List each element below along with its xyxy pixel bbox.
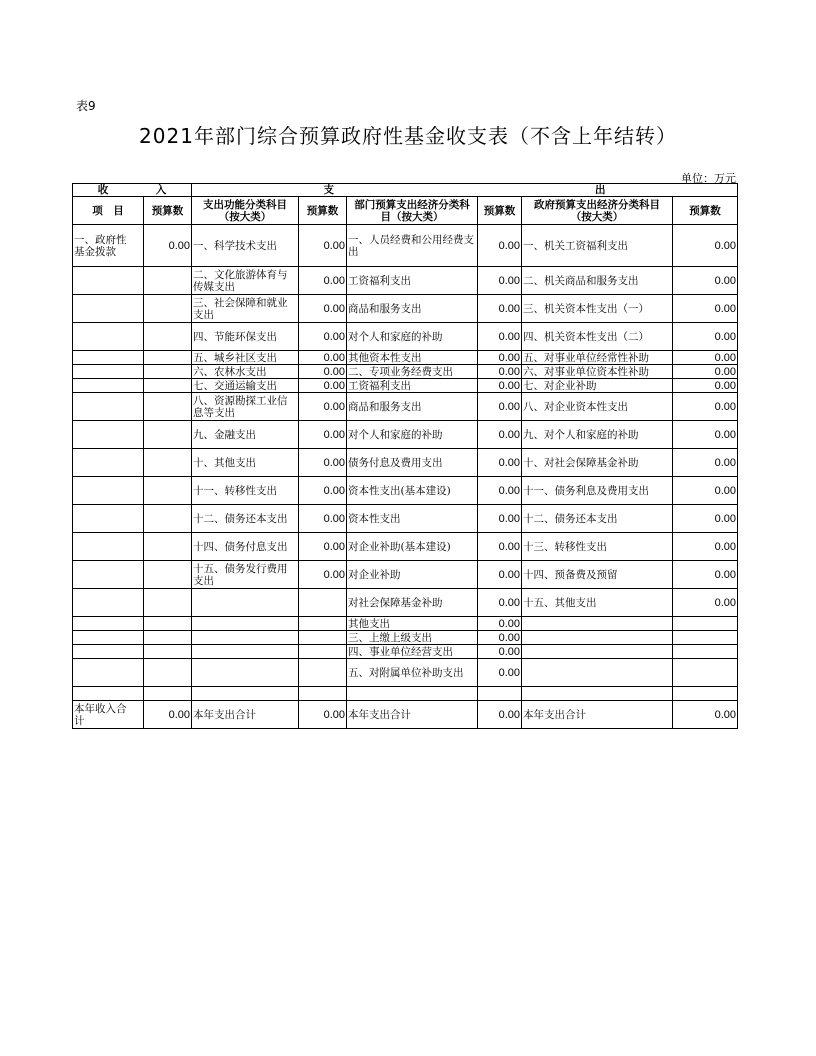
func-value: 0.00 xyxy=(299,225,347,267)
dept-value: 0.00 xyxy=(478,477,522,505)
table-row xyxy=(73,561,738,589)
income-item xyxy=(73,449,144,477)
income-value xyxy=(144,659,192,687)
header-gov-class: 政府预算支出经济分类科目 （按大类） xyxy=(522,197,673,225)
dept-value: 0.00 xyxy=(478,225,522,267)
income-value xyxy=(144,645,192,659)
dept-value: 0.00 xyxy=(478,533,522,561)
gov-value xyxy=(673,631,738,645)
dept-item: 资本性支出 xyxy=(347,505,478,533)
gov-value: 0.00 xyxy=(673,351,738,365)
func-item: 十一、转移性支出 xyxy=(192,477,299,505)
func-value: 0.00 xyxy=(299,365,347,379)
total-income-value: 0.00 xyxy=(144,701,192,729)
income-value xyxy=(144,631,192,645)
gov-value: 0.00 xyxy=(673,295,738,323)
gov-item: 八、对企业资本性支出 xyxy=(522,393,673,421)
header-dept-class: 部门预算支出经济分类科 目（按大类） xyxy=(347,197,478,225)
gov-item: 四、机关资本性支出（二） xyxy=(522,323,673,351)
dept-value: 0.00 xyxy=(478,631,522,645)
func-item xyxy=(192,645,299,659)
func-value: 0.00 xyxy=(299,295,347,323)
dept-item: 对个人和家庭的补助 xyxy=(347,323,478,351)
gov-item: 十三、转移性支出 xyxy=(522,533,673,561)
total-dept-value: 0.00 xyxy=(478,701,522,729)
func-item xyxy=(192,687,299,701)
income-item xyxy=(73,687,144,701)
income-item xyxy=(73,295,144,323)
func-item: 八、资源勘探工业信息等支出 xyxy=(192,393,299,421)
group-header-row xyxy=(73,184,738,197)
table-row xyxy=(73,505,738,533)
dept-item: 二、专项业务经费支出 xyxy=(347,365,478,379)
dept-value: 0.00 xyxy=(478,393,522,421)
func-item: 二、文化旅游体育与传媒支出 xyxy=(192,267,299,295)
dept-item: 对企业补助(基本建设) xyxy=(347,533,478,561)
func-value xyxy=(299,659,347,687)
unit-label: 单位：万元 xyxy=(681,172,736,185)
table-row xyxy=(73,631,738,645)
gov-item: 十一、债务利息及费用支出 xyxy=(522,477,673,505)
func-item xyxy=(192,589,299,617)
gov-value xyxy=(673,617,738,631)
dept-item: 四、事业单位经营支出 xyxy=(347,645,478,659)
func-item: 十四、债务付息支出 xyxy=(192,533,299,561)
gov-item xyxy=(522,687,673,701)
func-item: 九、金融支出 xyxy=(192,421,299,449)
func-value xyxy=(299,645,347,659)
gov-item xyxy=(522,617,673,631)
dept-value: 0.00 xyxy=(478,379,522,393)
income-item xyxy=(73,323,144,351)
func-value: 0.00 xyxy=(299,561,347,589)
func-item: 三、社会保障和就业支出 xyxy=(192,295,299,323)
func-item: 十二、债务还本支出 xyxy=(192,505,299,533)
gov-item: 三、机关资本性支出（一） xyxy=(522,295,673,323)
gov-item xyxy=(522,645,673,659)
dept-value: 0.00 xyxy=(478,449,522,477)
income-value xyxy=(144,449,192,477)
func-value xyxy=(299,617,347,631)
dept-item: 商品和服务支出 xyxy=(347,295,478,323)
income-item xyxy=(73,351,144,365)
income-item xyxy=(73,477,144,505)
gov-item: 十四、预备费及预留 xyxy=(522,561,673,589)
income-item xyxy=(73,365,144,379)
dept-item: 对企业补助 xyxy=(347,561,478,589)
gov-value: 0.00 xyxy=(673,589,738,617)
income-value xyxy=(144,589,192,617)
dept-item: 对社会保障基金补助 xyxy=(347,589,478,617)
gov-item: 九、对个人和家庭的补助 xyxy=(522,421,673,449)
gov-item: 十二、债务还本支出 xyxy=(522,505,673,533)
func-item: 一、科学技术支出 xyxy=(192,225,299,267)
func-value xyxy=(299,589,347,617)
table-row xyxy=(73,267,738,295)
gov-value: 0.00 xyxy=(673,561,738,589)
func-value xyxy=(299,687,347,701)
gov-value: 0.00 xyxy=(673,365,738,379)
gov-value xyxy=(673,659,738,687)
gov-item: 十五、其他支出 xyxy=(522,589,673,617)
dept-item: 商品和服务支出 xyxy=(347,393,478,421)
total-gov-value: 0.00 xyxy=(673,701,738,729)
table-row xyxy=(73,449,738,477)
func-item xyxy=(192,631,299,645)
func-value xyxy=(299,631,347,645)
header-func-class: 支出功能分类科目 （按大类） xyxy=(192,197,299,225)
income-value xyxy=(144,379,192,393)
gov-item: 七、对企业补助 xyxy=(522,379,673,393)
func-value: 0.00 xyxy=(299,505,347,533)
total-row xyxy=(73,701,738,729)
gov-value: 0.00 xyxy=(673,323,738,351)
gov-value: 0.00 xyxy=(673,449,738,477)
dept-item: 工资福利支出 xyxy=(347,379,478,393)
dept-value: 0.00 xyxy=(478,505,522,533)
total-income-label: 本年收入合 计 xyxy=(73,701,144,729)
dept-item: 三、上缴上级支出 xyxy=(347,631,478,645)
gov-value: 0.00 xyxy=(673,393,738,421)
func-value: 0.00 xyxy=(299,449,347,477)
func-value: 0.00 xyxy=(299,267,347,295)
income-group-header: 收 入 xyxy=(73,184,192,197)
dept-item: 一、人员经费和公用经费支出 xyxy=(347,225,478,267)
income-value xyxy=(144,267,192,295)
income-value xyxy=(144,533,192,561)
gov-item xyxy=(522,659,673,687)
income-item xyxy=(73,589,144,617)
dept-value: 0.00 xyxy=(478,421,522,449)
dept-value: 0.00 xyxy=(478,659,522,687)
total-func-value: 0.00 xyxy=(299,701,347,729)
table-row xyxy=(73,351,738,365)
gov-value: 0.00 xyxy=(673,267,738,295)
table-row xyxy=(73,421,738,449)
income-item xyxy=(73,421,144,449)
gov-value: 0.00 xyxy=(673,379,738,393)
func-value: 0.00 xyxy=(299,351,347,365)
table-row xyxy=(73,477,738,505)
gov-value: 0.00 xyxy=(673,505,738,533)
income-value xyxy=(144,351,192,365)
table-row xyxy=(73,365,738,379)
header-item: 项 目 xyxy=(73,197,144,225)
table-row xyxy=(73,533,738,561)
table-row xyxy=(73,687,738,701)
dept-item: 资本性支出(基本建设) xyxy=(347,477,478,505)
func-value: 0.00 xyxy=(299,421,347,449)
gov-item: 五、对事业单位经常性补助 xyxy=(522,351,673,365)
func-item: 七、交通运输支出 xyxy=(192,379,299,393)
income-value xyxy=(144,505,192,533)
func-item xyxy=(192,617,299,631)
dept-value: 0.00 xyxy=(478,351,522,365)
income-value xyxy=(144,687,192,701)
func-item: 四、节能环保支出 xyxy=(192,323,299,351)
income-item xyxy=(73,645,144,659)
table-row xyxy=(73,645,738,659)
income-value xyxy=(144,295,192,323)
income-item xyxy=(73,617,144,631)
gov-value: 0.00 xyxy=(673,533,738,561)
table-row xyxy=(73,323,738,351)
income-item: 一、政府性 基金拨款 xyxy=(73,225,144,267)
dept-value: 0.00 xyxy=(478,645,522,659)
dept-value xyxy=(478,687,522,701)
dept-value: 0.00 xyxy=(478,295,522,323)
func-item xyxy=(192,659,299,687)
income-item xyxy=(73,631,144,645)
gov-item: 一、机关工资福利支出 xyxy=(522,225,673,267)
table-row xyxy=(73,393,738,421)
income-item xyxy=(73,379,144,393)
income-item xyxy=(73,561,144,589)
func-item: 五、城乡社区支出 xyxy=(192,351,299,365)
dept-value: 0.00 xyxy=(478,267,522,295)
column-header-row xyxy=(73,197,738,225)
header-budget-gov: 预算数 xyxy=(673,197,738,225)
expense-group-header: 支 出 xyxy=(192,184,738,197)
dept-value: 0.00 xyxy=(478,617,522,631)
gov-item: 十、对社会保障基金补助 xyxy=(522,449,673,477)
dept-item: 其他资本性支出 xyxy=(347,351,478,365)
income-item xyxy=(73,267,144,295)
dept-value: 0.00 xyxy=(478,323,522,351)
income-value xyxy=(144,617,192,631)
func-value: 0.00 xyxy=(299,379,347,393)
income-value xyxy=(144,561,192,589)
dept-item: 债务付息及费用支出 xyxy=(347,449,478,477)
income-item xyxy=(73,659,144,687)
dept-value: 0.00 xyxy=(478,561,522,589)
gov-value: 0.00 xyxy=(673,421,738,449)
gov-value: 0.00 xyxy=(673,225,738,267)
header-budget-dept: 预算数 xyxy=(478,197,522,225)
gov-item: 二、机关商品和服务支出 xyxy=(522,267,673,295)
income-value xyxy=(144,393,192,421)
income-item xyxy=(73,505,144,533)
income-item xyxy=(73,533,144,561)
dept-item: 工资福利支出 xyxy=(347,267,478,295)
total-gov-label: 本年支出合计 xyxy=(522,701,673,729)
dept-item: 对个人和家庭的补助 xyxy=(347,421,478,449)
income-value: 0.00 xyxy=(144,225,192,267)
table-number: 表9 xyxy=(76,99,96,113)
header-budget-income: 预算数 xyxy=(144,197,192,225)
func-item: 十五、债务发行费用支出 xyxy=(192,561,299,589)
page-title: 2021年部门综合预算政府性基金收支表（不含上年结转） xyxy=(139,124,677,148)
func-value: 0.00 xyxy=(299,533,347,561)
gov-value xyxy=(673,687,738,701)
dept-item xyxy=(347,687,478,701)
table-row xyxy=(73,295,738,323)
gov-value: 0.00 xyxy=(673,477,738,505)
budget-table xyxy=(72,183,738,729)
dept-value: 0.00 xyxy=(478,365,522,379)
income-value xyxy=(144,323,192,351)
func-value: 0.00 xyxy=(299,477,347,505)
func-item: 六、农林水支出 xyxy=(192,365,299,379)
income-value xyxy=(144,365,192,379)
header-budget-func: 预算数 xyxy=(299,197,347,225)
func-item: 十、其他支出 xyxy=(192,449,299,477)
gov-item: 六、对事业单位资本性补助 xyxy=(522,365,673,379)
table-row xyxy=(73,659,738,687)
func-value: 0.00 xyxy=(299,393,347,421)
gov-item xyxy=(522,631,673,645)
dept-item: 五、对附属单位补助支出 xyxy=(347,659,478,687)
table-row xyxy=(73,589,738,617)
income-item xyxy=(73,393,144,421)
dept-item: 其他支出 xyxy=(347,617,478,631)
table-row xyxy=(73,379,738,393)
total-dept-label: 本年支出合计 xyxy=(347,701,478,729)
func-value: 0.00 xyxy=(299,323,347,351)
gov-value xyxy=(673,645,738,659)
income-value xyxy=(144,421,192,449)
dept-value: 0.00 xyxy=(478,589,522,617)
table-row xyxy=(73,225,738,267)
table-row xyxy=(73,617,738,631)
total-func-label: 本年支出合计 xyxy=(192,701,299,729)
income-value xyxy=(144,477,192,505)
